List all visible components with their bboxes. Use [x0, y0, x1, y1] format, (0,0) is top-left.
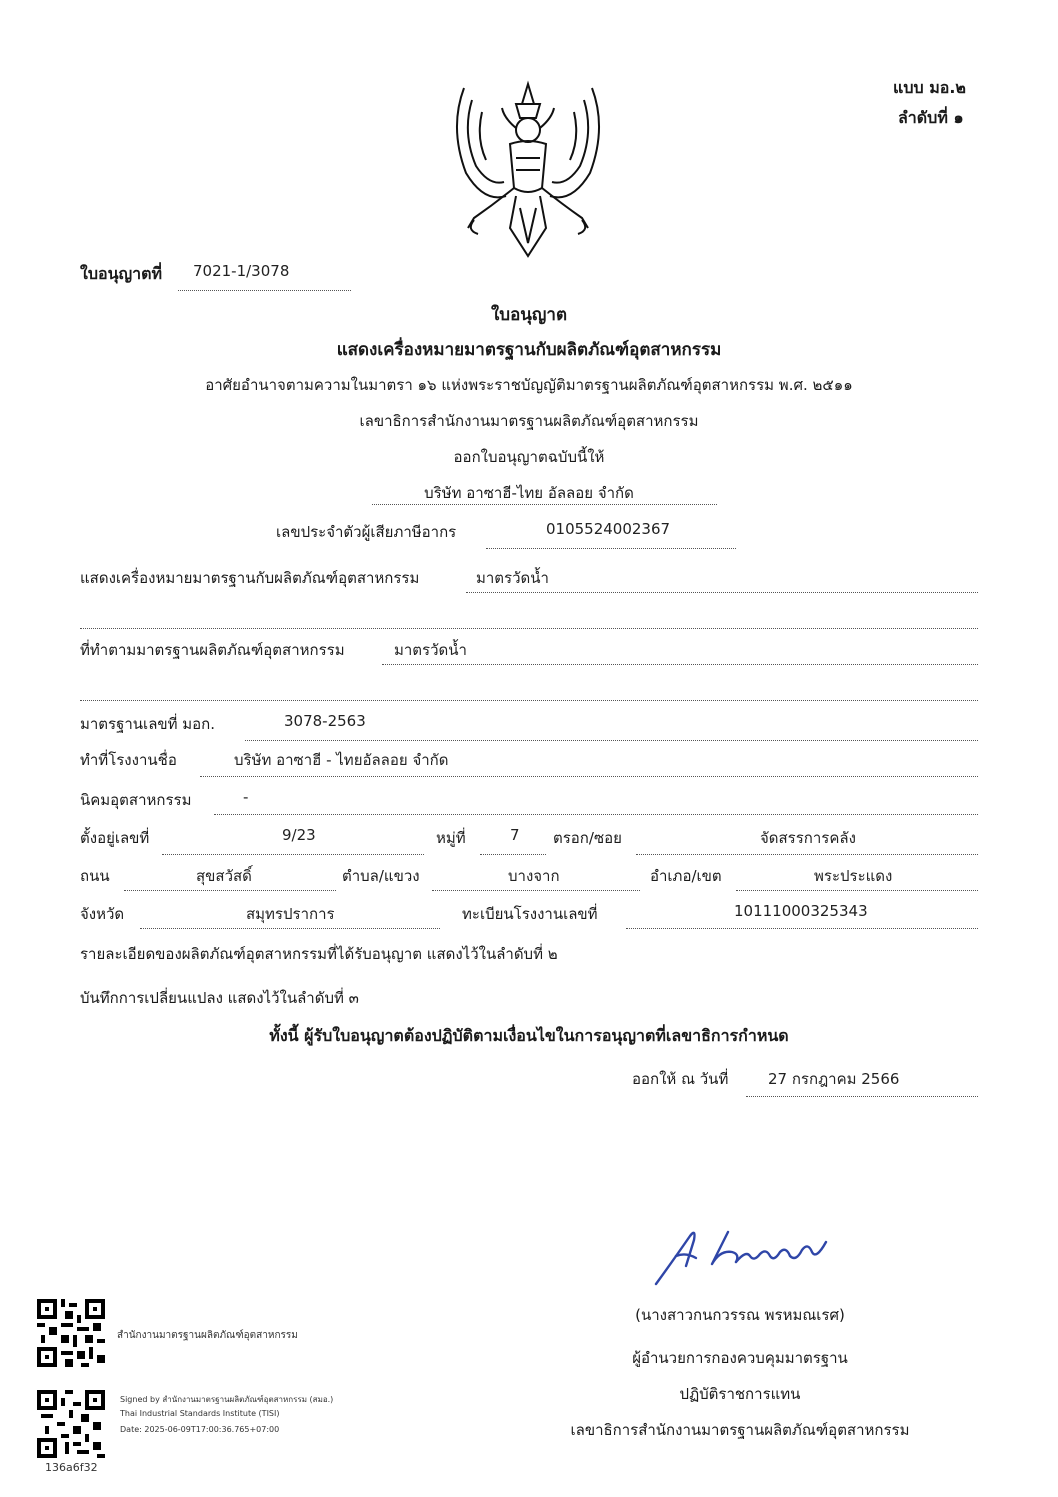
district-value: พระประแดง: [814, 867, 893, 885]
product-dotline: [466, 592, 978, 593]
issued-dotline: [746, 1096, 978, 1097]
company-dotline: [372, 504, 717, 505]
address-no-value: 9/23: [282, 826, 316, 844]
subdistrict-label: ตำบล/แขวง: [342, 867, 420, 885]
moo-label: หมู่ที่: [436, 829, 466, 847]
changes-note: บันทึกการเปลี่ยนแปลง แสดงไว้ในลำดับที่ ๓: [80, 989, 359, 1007]
factory-label: ทำที่โรงงานชื่อ: [80, 751, 177, 769]
condition-note: ทั้งนี้ ผู้รับใบอนุญาตต้องปฏิบัติตามเงื่อนไขในการอนุญาตที่เลขาธิการกำหนด: [269, 1026, 789, 1045]
signed-by-text: Signed by สำนักงานมาตรฐานผลิตภัณฑ์อุตสาหกรรม (สมอ.): [120, 1395, 334, 1404]
issued-date: 27 กรกฎาคม 2566: [768, 1070, 900, 1088]
form-code: แบบ มอ.๒: [893, 78, 966, 97]
province-value: สมุทรปราการ: [246, 905, 335, 923]
address-no-label: ตั้งอยู่เลขที่: [80, 829, 150, 847]
institute-text: Thai Industrial Standards Institute (TISI): [120, 1409, 280, 1418]
product-value: มาตรวัดน้ำ: [476, 569, 549, 587]
subdistrict-value: บางจาก: [508, 867, 560, 885]
license-number-dotline: [178, 290, 351, 291]
district-label: อำเภอ/เขต: [650, 867, 722, 885]
license-number-value: 7021-1/3078: [193, 262, 290, 280]
qr-signature-icon: [37, 1390, 105, 1458]
document-title: ใบอนุญาต: [491, 305, 567, 325]
road-label: ถนน: [80, 867, 110, 885]
soi-value: จัดสรรการคลัง: [760, 829, 856, 847]
issued-label: ออกให้ ณ วันที่: [632, 1070, 729, 1088]
secretary-line: เลขาธิการสำนักงานมาตรฐานผลิตภัณฑ์อุตสาหกรรม: [359, 412, 699, 430]
estate-dotline: [214, 814, 978, 815]
conform-dotline-2: [80, 700, 978, 701]
factory-reg-label: ทะเบียนโรงงานเลขที่: [462, 905, 598, 923]
moo-dotline: [480, 854, 546, 855]
soi-label: ตรอก/ซอย: [553, 829, 622, 847]
signature-image: [650, 1222, 840, 1288]
document-subtitle: แสดงเครื่องหมายมาตรฐานกับผลิตภัณฑ์อุตสาหกรรม: [336, 340, 722, 360]
product-label: แสดงเครื่องหมายมาตรฐานกับผลิตภัณฑ์อุตสาหกรรม: [80, 569, 420, 587]
soi-dotline: [636, 854, 978, 855]
conform-dotline: [382, 664, 978, 665]
estate-value: -: [243, 788, 249, 806]
qr-code-icon: [37, 1299, 105, 1367]
signatory-acting: ปฏิบัติราชการแทน: [679, 1385, 801, 1403]
signatory-org: เลขาธิการสำนักงานมาตรฐานผลิตภัณฑ์อุตสาหกรรม: [570, 1421, 910, 1439]
factory-dotline: [200, 776, 978, 777]
subdistrict-dotline: [432, 890, 640, 891]
moo-value: 7: [510, 826, 520, 844]
conform-value: มาตรวัดน้ำ: [394, 641, 467, 659]
company-name: บริษัท อาซาฮี-ไทย อัลลอย จำกัด: [424, 484, 634, 502]
detail-note: รายละเอียดของผลิตภัณฑ์อุตสาหกรรมที่ได้รับอนุญาต แสดงไว้ในลำดับที่ ๒: [80, 945, 558, 963]
document-hash: 136a6f32: [45, 1461, 98, 1474]
signed-date-text: Date: 2025-06-09T17:00:36.765+07:00: [120, 1425, 280, 1434]
road-value: สุขสวัสดิ์: [196, 867, 252, 885]
conform-label: ที่ทำตามมาตรฐานผลิตภัณฑ์อุตสาหกรรม: [80, 641, 345, 659]
standard-value: 3078-2563: [284, 712, 366, 730]
district-dotline: [736, 890, 978, 891]
authority-line: อาศัยอำนาจตามความในมาตรา ๑๖ แห่งพระราชบัญญัติมาตรฐานผลิตภัณฑ์อุตสาหกรรม พ.ศ. ๒๕๑๑: [205, 376, 853, 394]
province-dotline: [140, 928, 440, 929]
footer-org-small: สำนักงานมาตรฐานผลิตภัณฑ์อุตสาหกรรม: [117, 1330, 298, 1341]
tax-id-value: 0105524002367: [546, 520, 671, 538]
license-number-label: ใบอนุญาตที่: [80, 264, 163, 283]
signatory-name: (นางสาวกนกวรรณ พรหมณเรศ): [635, 1306, 845, 1324]
standard-label: มาตรฐานเลขที่ มอก.: [80, 715, 216, 733]
standard-dotline: [245, 740, 978, 741]
tax-id-dotline: [486, 548, 736, 549]
factory-value: บริษัท อาซาฮี - ไทยอัลลอย จำกัด: [234, 751, 449, 769]
tax-id-label: เลขประจำตัวผู้เสียภาษีอากร: [276, 523, 457, 541]
product-dotline-2: [80, 628, 978, 629]
signatory-position: ผู้อำนวยการกองควบคุมมาตรฐาน: [632, 1349, 848, 1367]
factory-reg-dotline: [626, 928, 978, 929]
address-no-dotline: [162, 854, 424, 855]
road-dotline: [124, 890, 336, 891]
issue-line: ออกใบอนุญาตฉบับนี้ให้: [453, 448, 605, 466]
province-label: จังหวัด: [80, 905, 125, 923]
factory-reg-value: 10111000325343: [734, 902, 868, 920]
form-sequence: ลำดับที่ ๑: [898, 108, 964, 127]
garuda-emblem: [444, 78, 612, 260]
estate-label: นิคมอุตสาหกรรม: [80, 791, 192, 809]
